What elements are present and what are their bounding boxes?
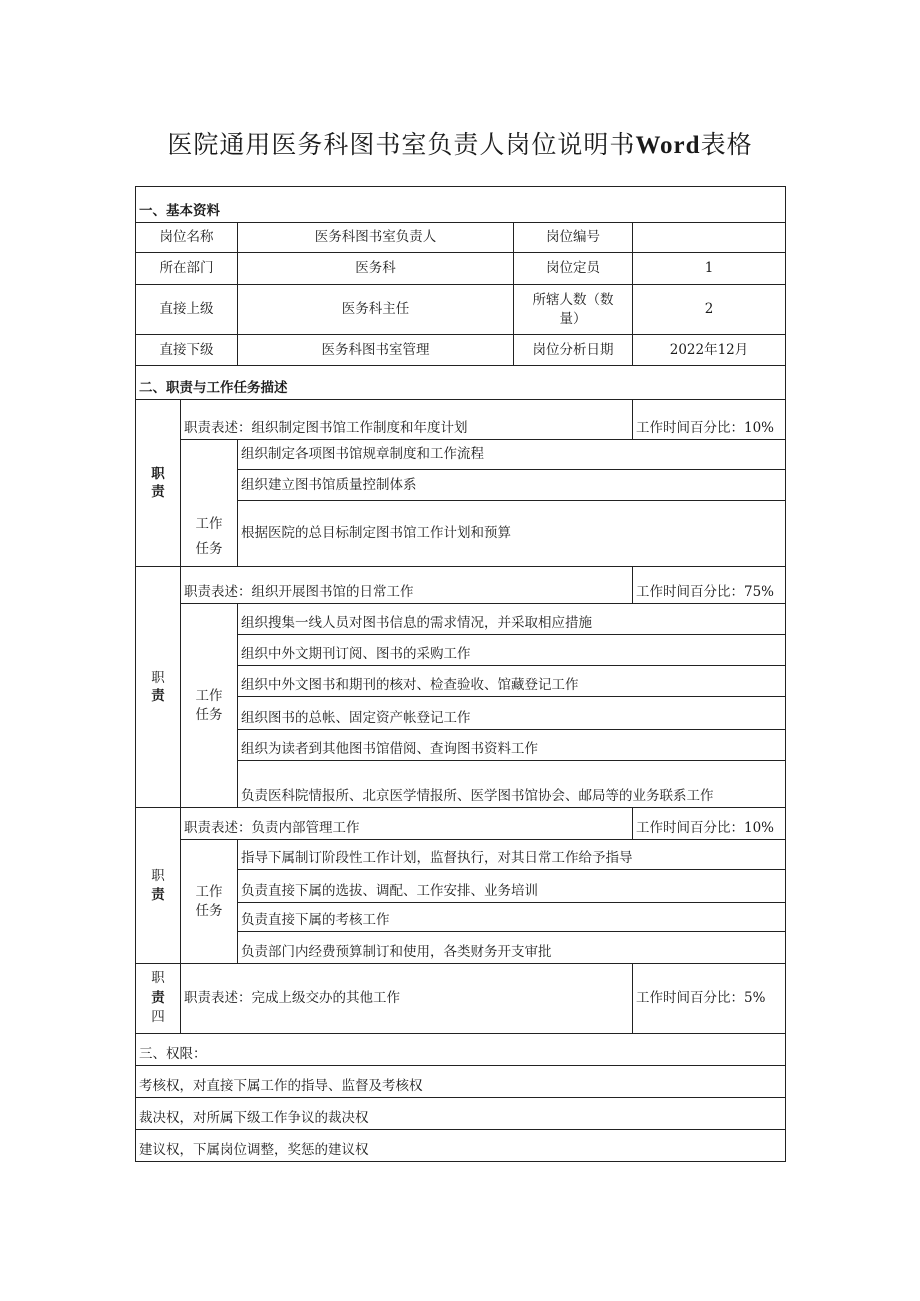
label-position-number: 岗位编号 (514, 223, 633, 253)
job-description-table (135, 186, 786, 1162)
task-row (136, 440, 786, 470)
duty4-label: 职 责 四 (136, 964, 181, 1034)
title-suffix: 表格 (700, 130, 753, 159)
label-direct-subordinate: 直接下级 (136, 335, 238, 366)
duty2-task-3: 组织中外文图书和期刊的核对、检查验收、馆藏登记工作 (238, 666, 786, 697)
duty3-task-label: 工作 任务 (181, 840, 238, 964)
duty2-task-label: 工作 任务 (181, 604, 238, 808)
duty3-task-3: 负责直接下属的考核工作 (238, 903, 786, 932)
label-position-name: 岗位名称 (136, 223, 238, 253)
task-row (136, 604, 786, 635)
title-word: Word (635, 132, 701, 159)
duty2-task-2: 组织中外文期刊订阅、图书的采购工作 (238, 635, 786, 666)
value-position-number (633, 223, 786, 253)
duty3-label: 职 责 (136, 808, 181, 964)
duty-row (136, 567, 786, 604)
duty-row (136, 808, 786, 840)
label-department: 所在部门 (136, 253, 238, 285)
section2-heading: 二、职责与工作任务描述 (136, 366, 786, 400)
value-headcount: 1 (633, 253, 786, 285)
label-subordinate-count: 所辖人数（数量） (514, 285, 633, 335)
list-item (136, 1098, 786, 1130)
duty2-task-6: 负责医科院情报所、北京医学情报所、医学图书馆协会、邮局等的业务联系工作 (238, 761, 786, 808)
section3-heading: 三、权限： (136, 1034, 786, 1066)
value-department: 医务科 (238, 253, 514, 285)
label-analysis-date: 岗位分析日期 (514, 335, 633, 366)
duty2-task-4: 组织图书的总帐、固定资产帐登记工作 (238, 697, 786, 730)
duty1-task-label: 工作 任务 (181, 440, 238, 567)
duty1-label: 职 责 (136, 400, 181, 567)
authority-3: 建议权，下属岗位调整，奖惩的建议权 (136, 1130, 786, 1162)
value-analysis-date: 2022年12月 (633, 335, 786, 366)
label-direct-superior: 直接上级 (136, 285, 238, 335)
duty2-task-1: 组织搜集一线人员对图书信息的需求情况，并采取相应措施 (238, 604, 786, 635)
duty3-task-2: 负责直接下属的选拔、调配、工作安排、业务培训 (238, 870, 786, 903)
value-direct-superior: 医务科主任 (238, 285, 514, 335)
duty3-task-1: 指导下属制订阶段性工作计划，监督执行，对其日常工作给予指导 (238, 840, 786, 870)
authority-2: 裁决权，对所属下级工作争议的裁决权 (136, 1098, 786, 1130)
duty2-label: 职 责 (136, 567, 181, 808)
duty3-description: 职责表述：负责内部管理工作 (181, 808, 633, 840)
duty3-task-4: 负责部门内经费预算制订和使用，各类财务开支审批 (238, 932, 786, 964)
authority-1: 考核权，对直接下属工作的指导、监督及考核权 (136, 1066, 786, 1098)
task-row (136, 840, 786, 870)
table-row (136, 335, 786, 366)
duty2-task-5: 组织为读者到其他图书馆借阅、查询图书资料工作 (238, 730, 786, 761)
value-direct-subordinate: 医务科图书室管理 (238, 335, 514, 366)
duty-row (136, 964, 786, 1034)
table-row (136, 285, 786, 335)
label-headcount: 岗位定员 (514, 253, 633, 285)
section1-heading: 一、基本资料 (136, 187, 786, 223)
duty2-time: 工作时间百分比：75% (633, 567, 786, 604)
duty3-time: 工作时间百分比：10% (633, 808, 786, 840)
duty1-description: 职责表述：组织制定图书馆工作制度和年度计划 (181, 400, 633, 440)
list-item (136, 1130, 786, 1162)
duty1-task-2: 组织建立图书馆质量控制体系 (238, 470, 786, 501)
list-item (136, 1066, 786, 1098)
value-position-name: 医务科图书室负责人 (238, 223, 514, 253)
duty-row (136, 400, 786, 440)
duty2-description: 职责表述：组织开展图书馆的日常工作 (181, 567, 633, 604)
duty4-time: 工作时间百分比：5% (633, 964, 786, 1034)
duty1-time: 工作时间百分比：10% (633, 400, 786, 440)
table-row (136, 253, 786, 285)
table-row (136, 223, 786, 253)
document-title (0, 125, 920, 161)
duty1-task-3: 根据医院的总目标制定图书馆工作计划和预算 (238, 501, 786, 567)
title-main: 医院通用医务科图书室负责人岗位说明书 (167, 130, 636, 159)
duty4-description: 职责表述：完成上级交办的其他工作 (181, 964, 633, 1034)
duty1-task-1: 组织制定各项图书馆规章制度和工作流程 (238, 440, 786, 470)
value-subordinate-count: 2 (633, 285, 786, 335)
